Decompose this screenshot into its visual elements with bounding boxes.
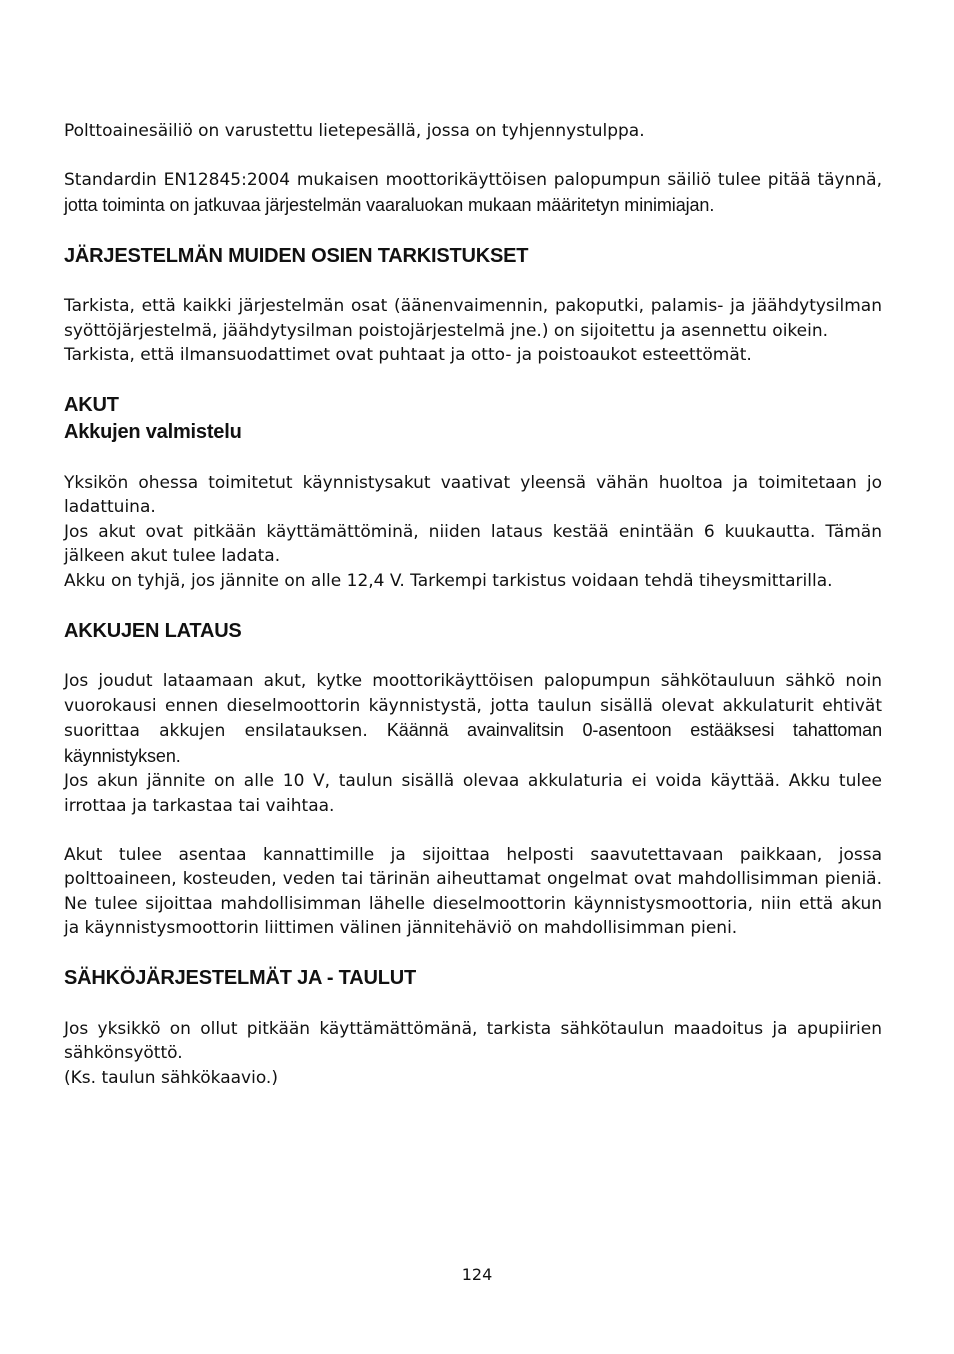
paragraph-standard-text: Standardin EN12845:2004 mukaisen moottorikäyttöisen palopumpun säiliö tulee pitää täynnä,: [64, 170, 882, 190]
paragraph-battery-voltage: Akku on tyhjä, jos jännite on alle 12,4 V. Tarkempi tarkistus voidaan tehdä tiheysmittarilla.: [64, 570, 833, 591]
page-number: 124: [461, 1265, 493, 1284]
subheading-battery-preparation: Akkujen valmistelu: [64, 421, 242, 443]
paragraph-wiring-diagram-ref: (Ks. taulun sähkökaavio.): [64, 1067, 278, 1088]
paragraph-low-voltage: Jos akun jännite on alle 10 V, taulun sisällä olevaa akkulaturia ei voida käyttää. Akku tulee irrottaa ja tarkastaa tai vaihtaa.: [64, 771, 882, 816]
paragraph-fuel-tank: Polttoainesäiliö on varustettu lietepesällä, jossa on tyhjennystulppa.: [64, 121, 645, 141]
document-body: [64, 119, 882, 1090]
paragraph-charging-text: Jos joudut lataamaan akut, kytke moottorikäyttöisen palopumpun sähkötauluun sähkö noin vuorokausi ennen dieselmoottorin käynnistystä, jotta taulun sisällä olevat akkulaturit ehtivät suorittaa akkujen ensilatauksen.: [64, 671, 882, 741]
heading-system-checks: JÄRJESTELMÄN MUIDEN OSIEN TARKISTUKSET: [64, 244, 529, 267]
paragraph-charging-emphasis: Käännä avainvalitsin 0-asentoon estääksesi tahattoman käynnistyksen.: [64, 720, 882, 766]
paragraph-charging-instructions: [64, 669, 882, 769]
paragraph-standard-emphasis: jotta toiminta on jatkuvaa järjestelmän vaaraluokan mukaan määritetyn minimiajan.: [64, 194, 715, 215]
paragraph-standard: [64, 168, 882, 218]
paragraph-check-parts: Tarkista, että kaikki järjestelmän osat (äänenvaimennin, pakoputki, palamis- ja jäähdytysilman syöttöjärjestelmä, jäähdytysilman poistojärjestelmä jne.) on sijoitettu ja asennettu oikein.: [64, 296, 882, 341]
paragraph-battery-storage: Jos akut ovat pitkään käyttämättöminä, niiden lataus kestää enintään 6 kuukautta. Tämän jälkeen akut tulee ladata.: [64, 521, 882, 566]
paragraph-check-filters: Tarkista, että ilmansuodattimet ovat puhtaat ja otto- ja poistoaukot esteettömät.: [64, 345, 752, 365]
heading-electrical-systems: SÄHKÖJÄRJESTELMÄT JA - TAULUT: [64, 967, 416, 989]
heading-battery-charging: AKKUJEN LATAUS: [64, 619, 242, 642]
paragraph-battery-installation: Akut tulee asentaa kannattimille ja sijoittaa helposti saavutettavaan paikkaan, jossa polttoaineen, kosteuden, veden tai tärinän aiheuttamat ongelmat ovat mahdollisimman pieniä. Ne tulee sijoittaa mahdollisimman lähelle dieselmoottorin käynnistysmoottoria, niin että akun ja käynnistysmoottorin liittimen välinen jännitehäviö on mahdollisimman pieni.: [64, 844, 882, 938]
heading-batteries: AKUT: [64, 394, 119, 416]
paragraph-grounding-check: Jos yksikkö on ollut pitkään käyttämättömänä, tarkista sähkötaulun maadoitus ja apupiirien sähkönsyöttö.: [64, 1018, 882, 1063]
paragraph-battery-supply: Yksikön ohessa toimitetut käynnistysakut vaativat yleensä vähän huoltoa ja toimitetaan jo ladattuina.: [64, 472, 882, 517]
